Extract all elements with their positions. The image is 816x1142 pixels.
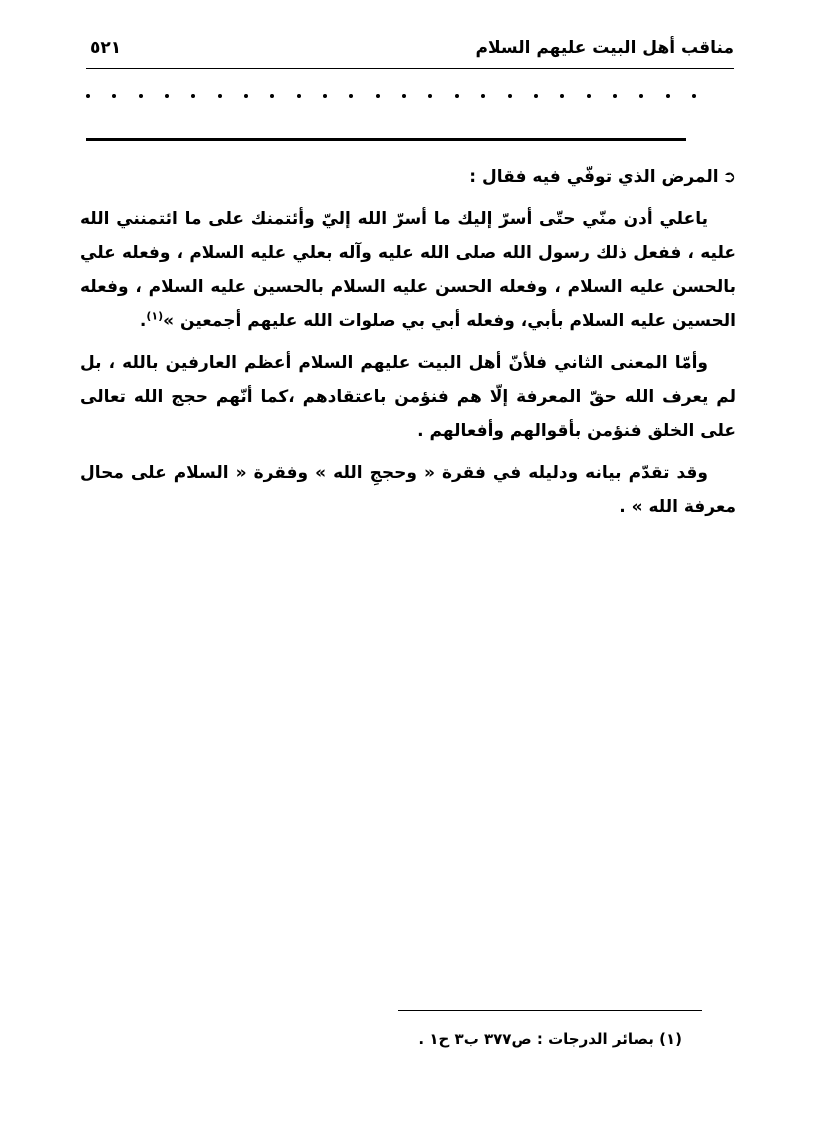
- paragraph-2: ياعلي أدن منّي حتّى أسرّ إليك ما أسرّ الله إليّ وأئتمنك على ما ائتمنني الله عليه ، ففعل ذلك رسول الله صلى الله عليه وآله بعلي عليه السلام ، وفعله علي بالحسن عليه السلام ، وفعله الحسن عليه السلام بالحسين عليه السلام ، وفعله الحسين عليه السلام بأبي، وفعله أبي بي صلوات الله عليهم أجمعين »$^{(١)}$.: [80, 209, 736, 331]
- separator-dot: [508, 94, 512, 98]
- separator-dot: [402, 94, 406, 98]
- separator-dot: [481, 94, 485, 98]
- separator-dot: [139, 94, 143, 98]
- separator-dot: [639, 94, 643, 98]
- separator-dot: [86, 94, 90, 98]
- separator-dot: [349, 94, 353, 98]
- paragraph-1: ➲المرض الذي توفّي فيه فقال :: [80, 160, 736, 194]
- separator-dot: [191, 94, 195, 98]
- separator-dot: [587, 94, 591, 98]
- separator-dot: [428, 94, 432, 98]
- page-number: ٥٢١: [90, 38, 122, 58]
- separator-dot: [270, 94, 274, 98]
- arrow-bullet-icon: ➲: [722, 167, 736, 186]
- separator-dot: [666, 94, 670, 98]
- separator-dot: [534, 94, 538, 98]
- separator-dot: [692, 94, 696, 98]
- separator-dot: [323, 94, 327, 98]
- separator-dot: [244, 94, 248, 98]
- running-header: [86, 36, 734, 69]
- footnote-ref: (١): [146, 309, 164, 323]
- footnote: (١) بصائر الدرجات : ص٣٧٧ ب٣ ح١ .: [418, 1030, 682, 1048]
- separator-dot: [455, 94, 459, 98]
- separator-dot: [165, 94, 169, 98]
- header-title: مناقب أهل البيت عليهم السلام: [475, 38, 734, 58]
- section-rule: [86, 138, 686, 141]
- separator-dot: [376, 94, 380, 98]
- separator-dot: [112, 94, 116, 98]
- separator-dot: [218, 94, 222, 98]
- separator-dot: [297, 94, 301, 98]
- separator-dot: [560, 94, 564, 98]
- dotted-separator: [86, 94, 696, 98]
- body-text: [80, 160, 736, 532]
- separator-dot: [613, 94, 617, 98]
- paragraph-4: وقد تقدّم بيانه ودليله في فقرة « وحججِ الله » وفقرة « السلام على محال معرفة الله » .: [80, 463, 736, 517]
- footnote-rule: [398, 1010, 702, 1011]
- paragraph-3: وأمّا المعنى الثاني فلأنّ أهل البيت عليهم السلام أعظم العارفين بالله ، بل لم يعرف الله حقّ المعرفة إلّا هم فنؤمن باعتقادهم ،كما أنّهم حجج الله تعالى على الخلق فنؤمن بأقوالهم وأفعالهم .: [80, 353, 736, 441]
